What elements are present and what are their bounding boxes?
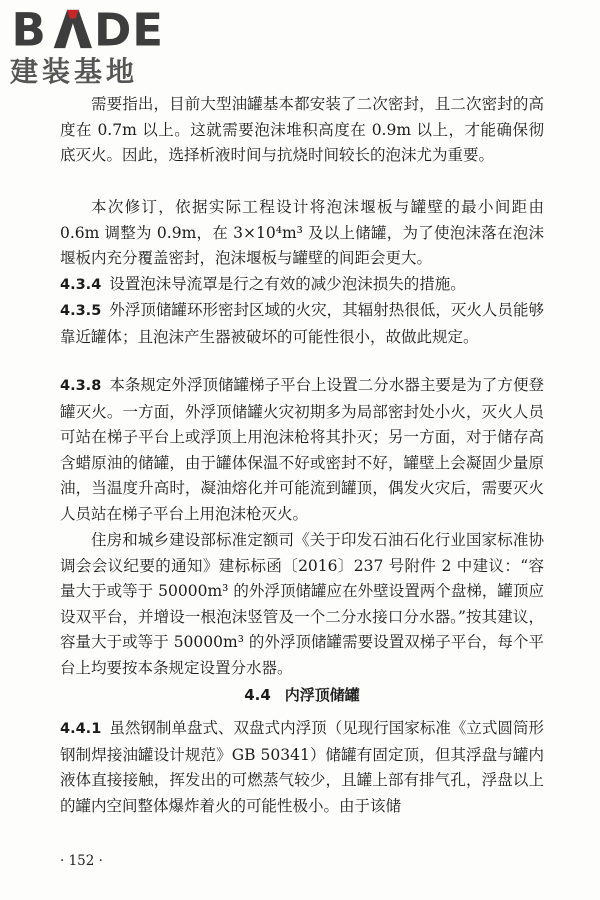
clause-number: 4.3.4 [60, 277, 102, 293]
clause-text: 本条规定外浮顶储罐梯子平台上设置二分水器主要是为了方便登罐灭火。一方面，外浮顶储罐火灾初期多为局部密封处小火，灭火人员可站在梯子平台上或浮顶上用泡沫枪将其扑灭；另一方面，对于储存高含蜡原油的储罐，由于罐体保温不好或密封不好，罐壁上会凝固少量原油，当温度升高时，凝油熔化并可能流到罐顶，偶发火灾后，需要灭火人员站在梯子平台上用泡沫枪灭火。 [60, 376, 544, 523]
brand-wordmark [8, 6, 178, 52]
clause-4-3-5 [60, 298, 544, 350]
section-title: 内浮顶储罐 [284, 686, 360, 704]
clause-4-4-1 [60, 716, 544, 819]
svg-text:B: B [11, 6, 47, 52]
paragraph-1: 需要指出，目前大型油罐基本都安装了二次密封，且二次密封的高度在 0.7m 以上。这就需要泡沫堆积高度在 0.9m 以上，才能确保彻底灭火。因此，选择析液时间与抗烧时间较长的泡沫尤为重要。 [60, 95, 544, 164]
page-number: · 152 · [60, 853, 103, 869]
clause-4-3-4 [60, 272, 544, 299]
brand-chinese-name: 建装基地 [10, 55, 139, 88]
svg-text:DE: DE [93, 6, 165, 52]
section-heading [60, 684, 544, 705]
clause-number: 4.3.5 [60, 303, 102, 319]
clause-text: 设置泡沫导流罩是行之有效的减少泡沫损失的措施。 [109, 275, 466, 293]
clause-text: 外浮顶储罐环形密封区域的火灾，其辐射热很低，灭火人员能够靠近罐体；且泡沫产生器被破坏的可能性很小，故做此规定。 [60, 301, 544, 346]
paragraph-notice: 住房和城乡建设部标准定额司《关于印发石油石化行业国家标准协调会会议纪要的通知》建标标函〔2016〕237 号附件 2 中建议：“容量大于或等于 50000m³ 的外浮顶储罐应在外壁设置两个盘梯，罐顶应设双平台，并增设一根泡沫竖管及一个二分水接口分水器。”按其建议，容量大于或等于 50000m³ 的外浮顶储罐需要设置双梯子平台，每个平台上均要按本条规定设置分水器。 [60, 531, 544, 677]
section-number: 4.4 [244, 686, 271, 704]
clause-number: 4.4.1 [60, 721, 102, 737]
brand-logo [8, 6, 188, 94]
clause-4-3-8 [60, 373, 544, 527]
paragraph-2: 本次修订，依据实际工程设计将泡沫堰板与罐壁的最小间距由 0.6m 调整为 0.9m，在 3×10⁴m³ 及以上储罐，为了使泡沫落在泡沫堰板内充分覆盖密封，泡沫堰板与罐壁的间距会更大。 [60, 198, 544, 267]
logo-a-icon [54, 10, 92, 48]
clause-text: 虽然钢制单盘式、双盘式内浮顶（见现行国家标准《立式圆筒形钢制焊接油罐设计规范》GB 50341）储罐有固定顶，但其浮盘与罐内液体直接接触，挥发出的可燃蒸气较少，且罐上部有排气孔，浮盘以上的罐内空间整体爆炸着火的可能性极小。由于该储 [60, 719, 544, 815]
clause-number: 4.3.8 [60, 378, 102, 394]
